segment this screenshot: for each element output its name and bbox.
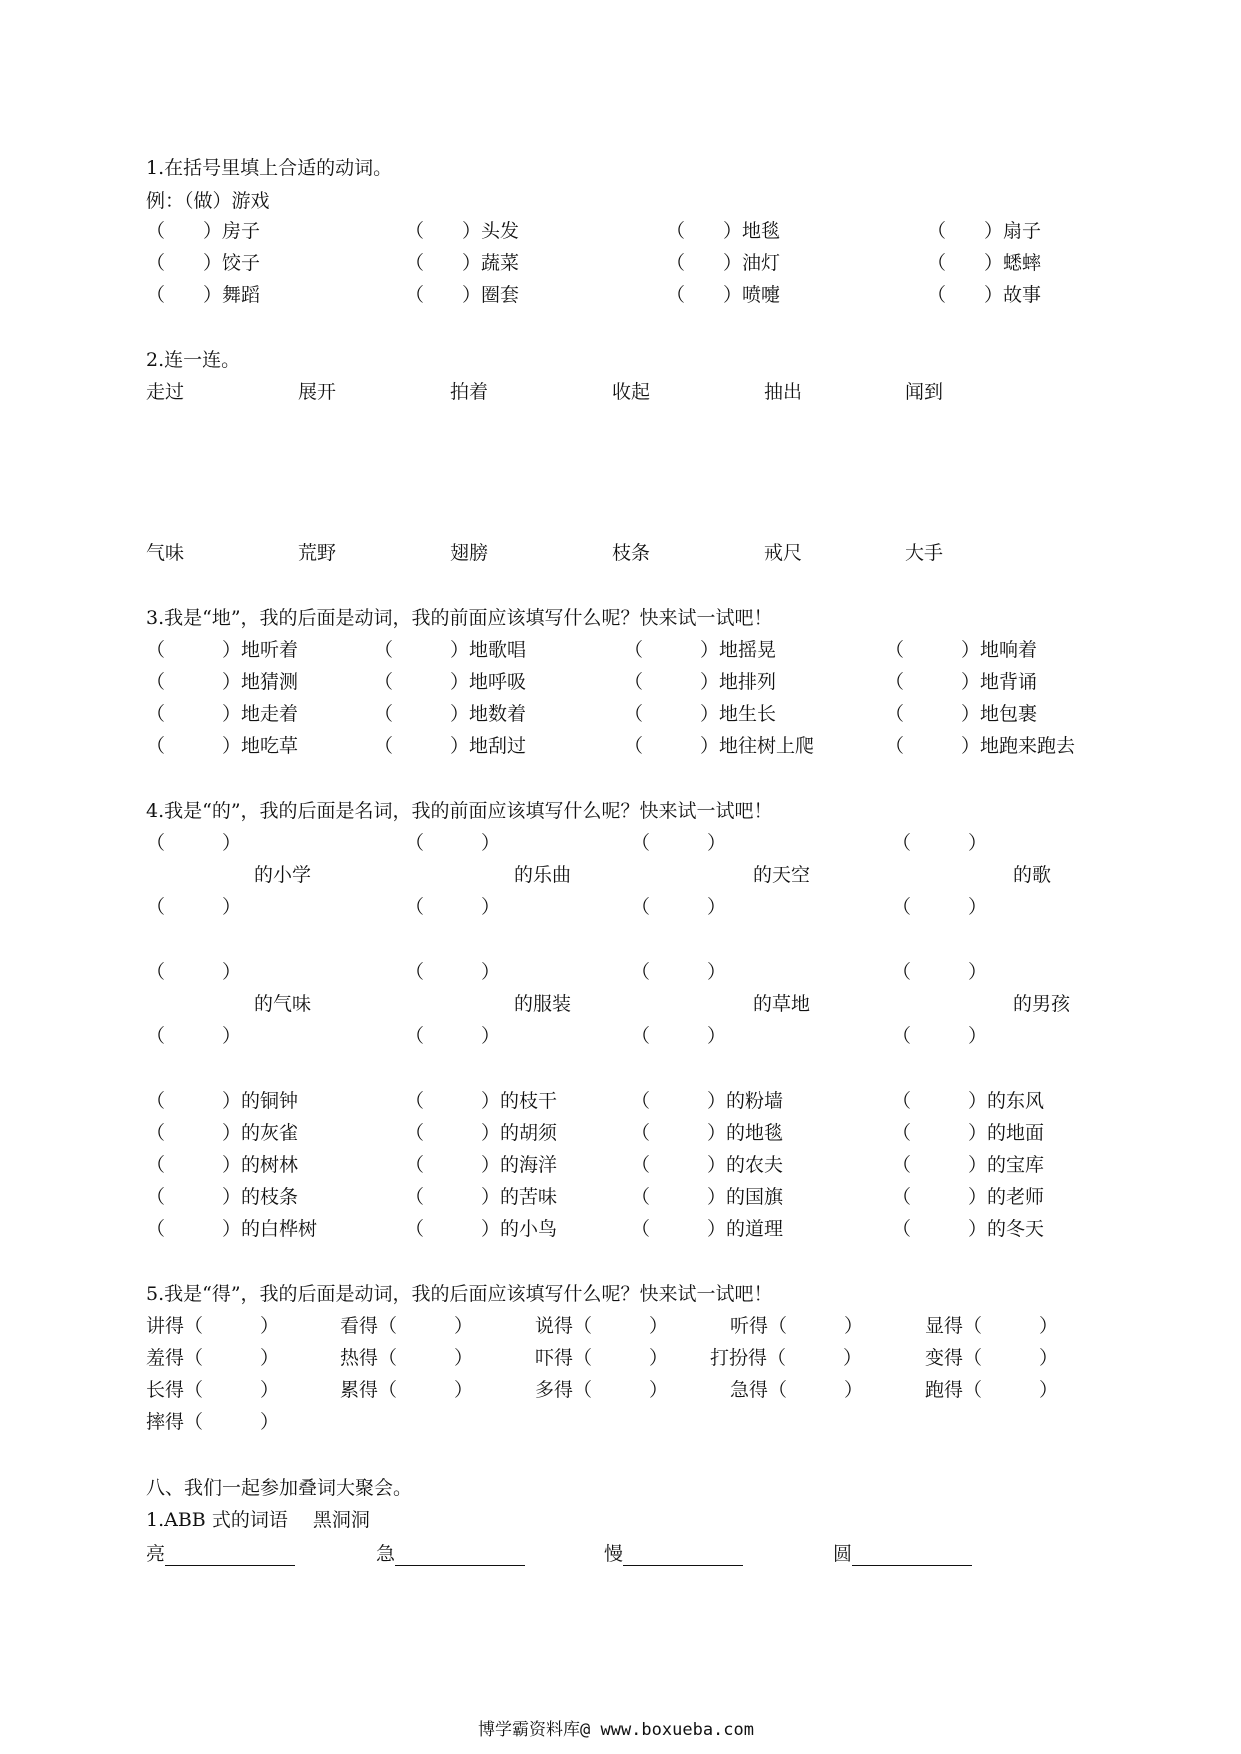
s4-paren: （ ） (631, 1025, 727, 1047)
s4-cell: （ ）的道理 (631, 1218, 784, 1240)
s4-noun: 的服装 (514, 993, 572, 1015)
s4-paren: （ ） (631, 832, 727, 854)
s1-cell: （ ）油灯 (666, 252, 781, 274)
s1-cell: （ ）房子 (146, 220, 261, 242)
s4-cell: （ ）的枝条 (146, 1186, 299, 1208)
s4-paren: （ ） (405, 832, 501, 854)
match-word-bottom: 枝条 (612, 542, 651, 564)
s3-cell: （ ）地吃草 (146, 735, 299, 757)
s5-cell: 急得（ ） (730, 1379, 864, 1401)
s4-paren: （ ） (146, 1025, 242, 1047)
answer-line (852, 1545, 972, 1566)
s4-cell: （ ）的宝库 (892, 1154, 1045, 1176)
s4-cell: （ ）的树林 (146, 1154, 299, 1176)
s1-cell: （ ）地毯 (666, 220, 781, 242)
s4-paren: （ ） (892, 961, 988, 983)
s5-cell: 累得（ ） (340, 1379, 474, 1401)
s5-cell: 摔得（ ） (146, 1411, 280, 1433)
s1-cell: （ ）喷嚏 (666, 284, 781, 306)
s1-cell: （ ）蟋蟀 (927, 252, 1042, 274)
s1-cell: （ ）舞蹈 (146, 284, 261, 306)
s4-cell: （ ）的老师 (892, 1186, 1045, 1208)
match-word-bottom: 荒野 (298, 542, 337, 564)
s4-paren: （ ） (146, 961, 242, 983)
abb-prefix: 慢 (604, 1543, 624, 1565)
s4-paren: （ ） (631, 961, 727, 983)
s3-cell: （ ）地摇晃 (624, 639, 777, 661)
abb-blank (604, 1542, 743, 1566)
match-word-top: 展开 (298, 381, 337, 403)
s4-paren: （ ） (146, 832, 242, 854)
answer-line (165, 1545, 295, 1566)
match-word-top: 收起 (612, 381, 651, 403)
s3-cell: （ ）地跑来跑去 (885, 735, 1076, 757)
s4-noun: 的歌 (1013, 864, 1052, 886)
s3-cell: （ ）地呼吸 (374, 671, 527, 693)
s4-noun: 的小学 (254, 864, 312, 886)
s3-cell: （ ）地听着 (146, 639, 299, 661)
s4-noun: 的乐曲 (514, 864, 572, 886)
section-5-title: 5.我是“得”，我的后面是动词，我的后面应该填写什么呢？快来试一试吧！ (146, 1283, 773, 1305)
s1-cell: （ ）扇子 (927, 220, 1042, 242)
match-word-bottom: 大手 (905, 542, 944, 564)
section-3-title: 3.我是“地”，我的后面是动词，我的前面应该填写什么呢？快来试一试吧！ (146, 607, 773, 629)
abb-blank (376, 1542, 525, 1566)
s3-cell: （ ）地排列 (624, 671, 777, 693)
s4-cell: （ ）的白桦树 (146, 1218, 318, 1240)
s1-cell: （ ）头发 (405, 220, 520, 242)
footer-watermark: 博学霸资料库@ www.boxueba.com (478, 1720, 754, 1740)
s4-cell: （ ）的小鸟 (405, 1218, 558, 1240)
s4-cell: （ ）的粉墙 (631, 1090, 784, 1112)
match-word-top: 拍着 (450, 381, 489, 403)
s5-cell: 打扮得（ ） (710, 1347, 863, 1369)
answer-line (395, 1545, 525, 1566)
s4-cell: （ ）的地面 (892, 1122, 1045, 1144)
s3-cell: （ ）地数着 (374, 703, 527, 725)
s4-noun: 的气味 (254, 993, 312, 1015)
s1-cell: （ ）圈套 (405, 284, 520, 306)
s4-cell: （ ）的铜钟 (146, 1090, 299, 1112)
match-word-bottom: 气味 (146, 542, 185, 564)
s5-cell: 吓得（ ） (535, 1347, 669, 1369)
s4-paren: （ ） (146, 896, 242, 918)
s4-paren: （ ） (892, 896, 988, 918)
s4-cell: （ ）的灰雀 (146, 1122, 299, 1144)
s4-paren: （ ） (892, 1025, 988, 1047)
s5-cell: 说得（ ） (535, 1315, 669, 1337)
abb-prefix: 急 (376, 1543, 396, 1565)
s3-cell: （ ）地歌唱 (374, 639, 527, 661)
s3-cell: （ ）地猜测 (146, 671, 299, 693)
match-word-top: 抽出 (764, 381, 803, 403)
s1-cell: （ ）蔬菜 (405, 252, 520, 274)
s4-cell: （ ）的国旗 (631, 1186, 784, 1208)
s4-paren: （ ） (405, 1025, 501, 1047)
s3-cell: （ ）地往树上爬 (624, 735, 815, 757)
s4-noun: 的男孩 (1013, 993, 1071, 1015)
s4-noun: 的草地 (753, 993, 811, 1015)
match-word-top: 闻到 (905, 381, 944, 403)
section-1-example: 例：（做）游戏 (146, 190, 270, 212)
s5-cell: 变得（ ） (925, 1347, 1059, 1369)
s4-cell: （ ）的胡须 (405, 1122, 558, 1144)
s4-cell: （ ）的枝干 (405, 1090, 558, 1112)
match-word-bottom: 翅膀 (450, 542, 489, 564)
section-8-title: 八、我们一起参加叠词大聚会。 (146, 1477, 413, 1499)
section-2-title: 2.连一连。 (146, 349, 241, 371)
abb-blank (146, 1542, 295, 1566)
s5-cell: 长得（ ） (146, 1379, 280, 1401)
s3-cell: （ ）地生长 (624, 703, 777, 725)
s3-cell: （ ）地响着 (885, 639, 1038, 661)
s3-cell: （ ）地走着 (146, 703, 299, 725)
s5-cell: 听得（ ） (730, 1315, 864, 1337)
s5-cell: 看得（ ） (340, 1315, 474, 1337)
s5-cell: 讲得（ ） (146, 1315, 280, 1337)
match-word-bottom: 戒尺 (764, 542, 803, 564)
s4-cell: （ ）的苦味 (405, 1186, 558, 1208)
s4-paren: （ ） (892, 832, 988, 854)
s4-cell: （ ）的冬天 (892, 1218, 1045, 1240)
s5-cell: 多得（ ） (535, 1379, 669, 1401)
s5-cell: 羞得（ ） (146, 1347, 280, 1369)
abb-prefix: 亮 (146, 1543, 166, 1565)
s5-cell: 跑得（ ） (925, 1379, 1059, 1401)
abb-blank (833, 1542, 972, 1566)
s3-cell: （ ）地刮过 (374, 735, 527, 757)
abb-prefix: 圆 (833, 1543, 853, 1565)
s5-cell: 显得（ ） (925, 1315, 1059, 1337)
s4-paren: （ ） (631, 896, 727, 918)
s4-noun: 的天空 (753, 864, 811, 886)
s4-cell: （ ）的东风 (892, 1090, 1045, 1112)
s4-cell: （ ）的农夫 (631, 1154, 784, 1176)
s4-cell: （ ）的地毯 (631, 1122, 784, 1144)
s3-cell: （ ）地包裹 (885, 703, 1038, 725)
answer-line (623, 1545, 743, 1566)
section-4-title: 4.我是“的”，我的后面是名词，我的前面应该填写什么呢？快来试一试吧！ (146, 800, 773, 822)
s4-cell: （ ）的海洋 (405, 1154, 558, 1176)
s3-cell: （ ）地背诵 (885, 671, 1038, 693)
s5-cell: 热得（ ） (340, 1347, 474, 1369)
section-8-subtitle: 1.ABB 式的词语 黑洞洞 (146, 1509, 370, 1531)
section-1-title: 1.在括号里填上合适的动词。 (146, 157, 393, 179)
s4-paren: （ ） (405, 896, 501, 918)
s4-paren: （ ） (405, 961, 501, 983)
match-word-top: 走过 (146, 381, 185, 403)
s1-cell: （ ）故事 (927, 284, 1042, 306)
s1-cell: （ ）饺子 (146, 252, 261, 274)
